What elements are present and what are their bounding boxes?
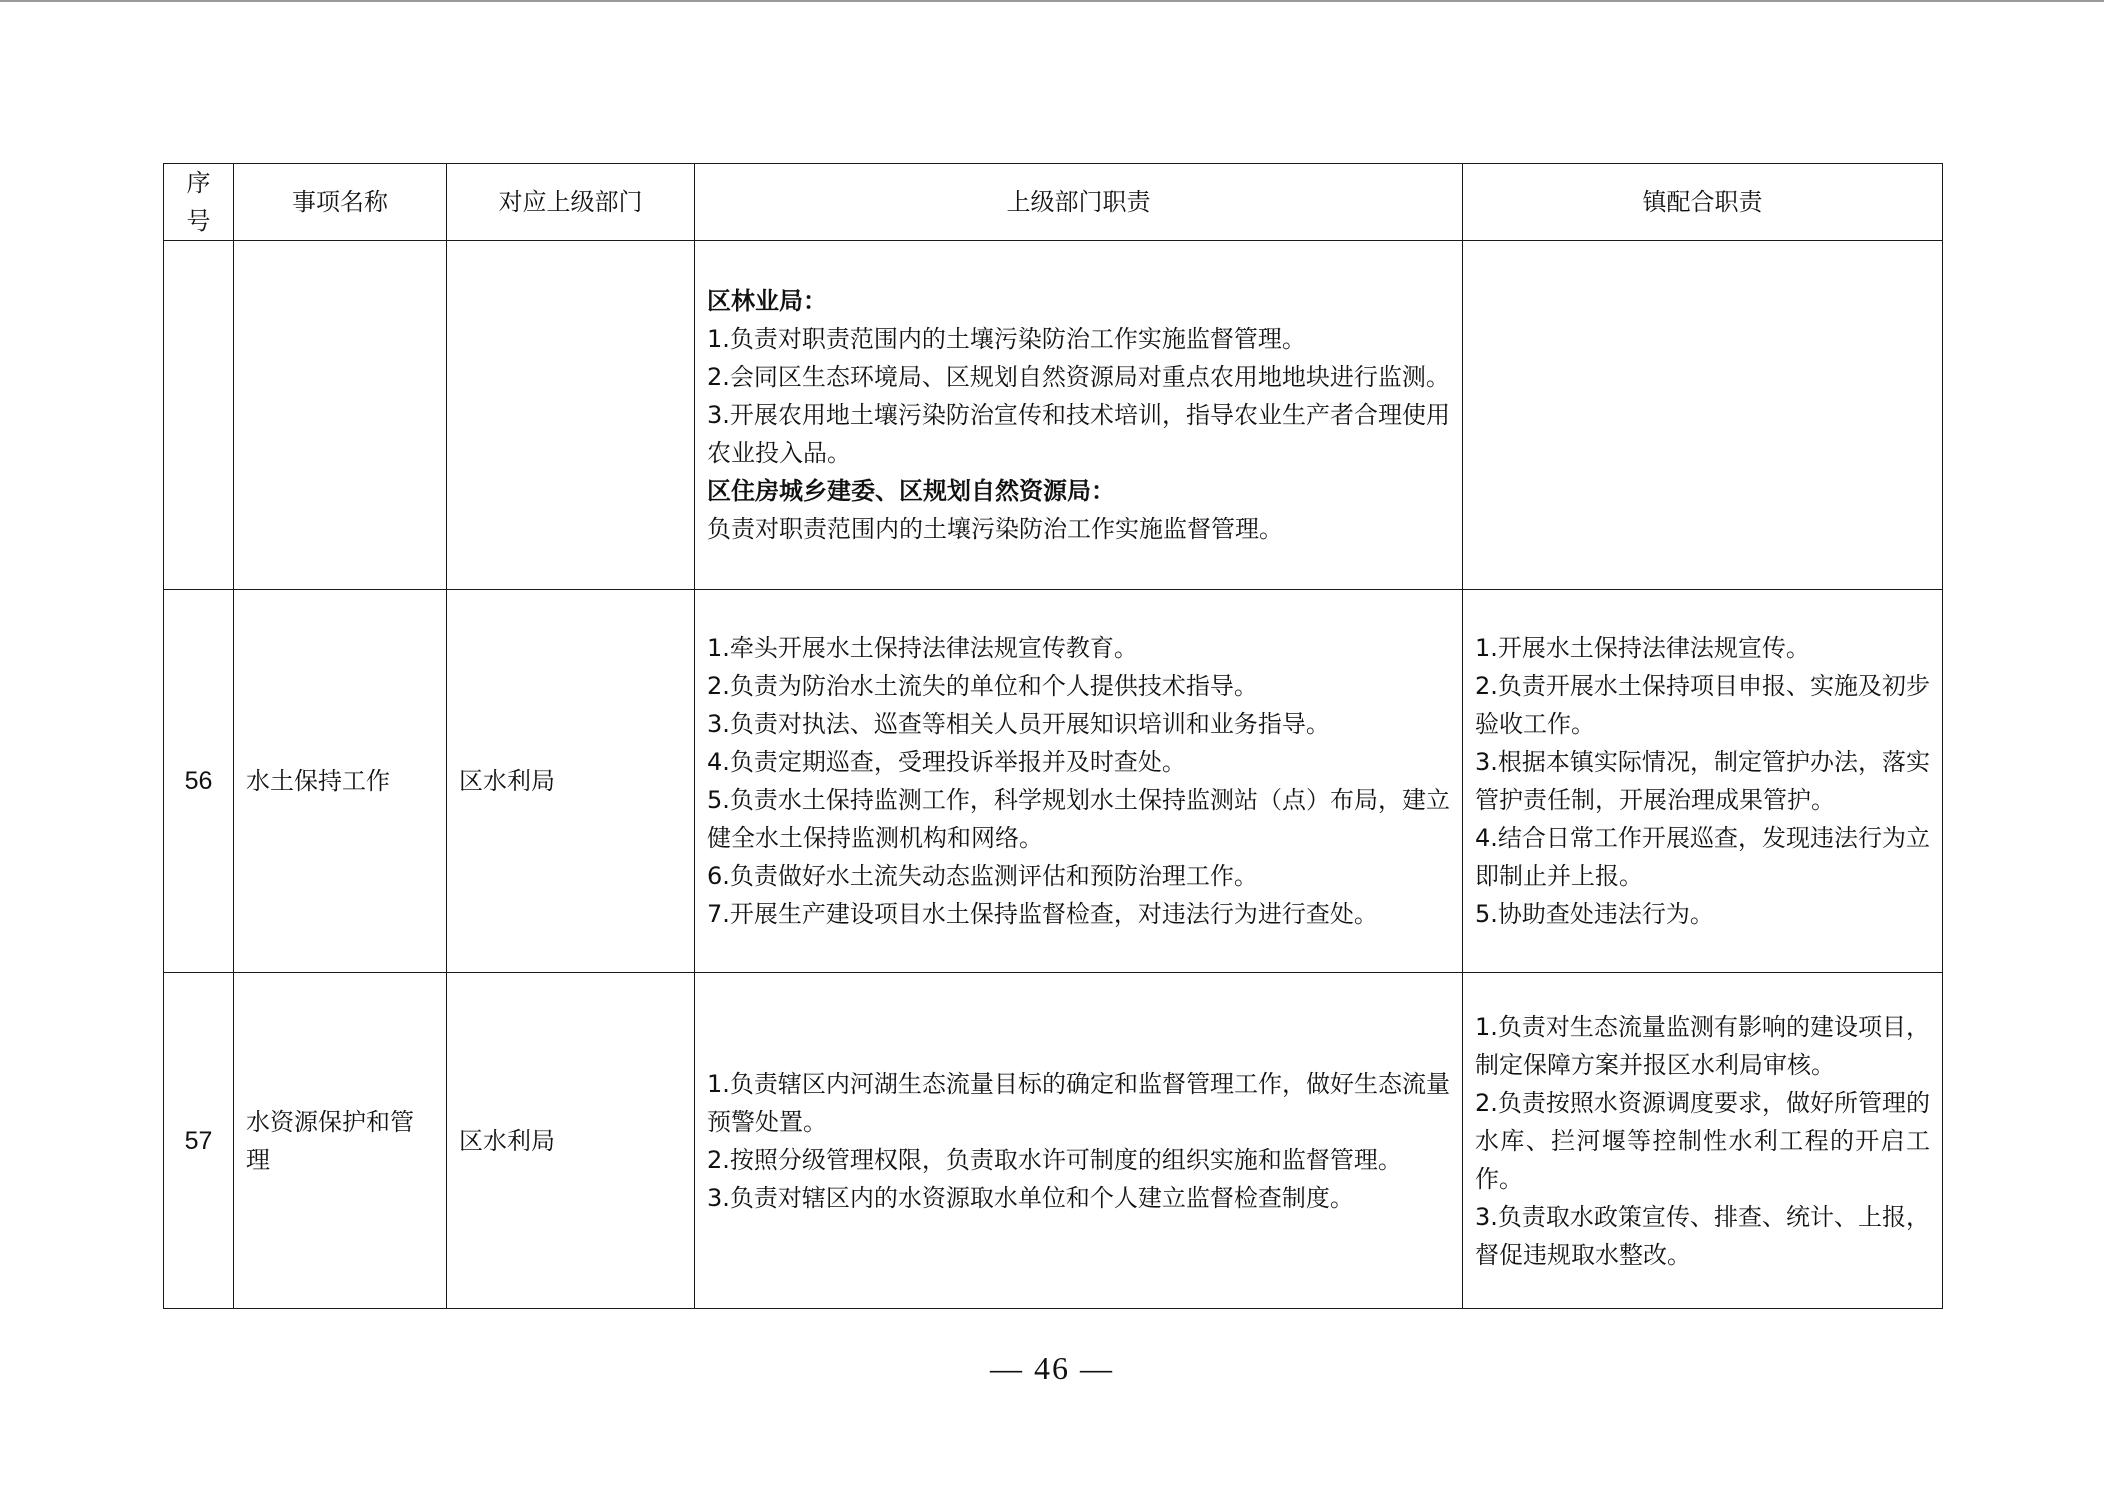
duty-line: 2.会同区生态环境局、区规划自然资源局对重点农用地地块进行监测。 bbox=[707, 363, 1450, 391]
duty-line: 3.负责对执法、巡查等相关人员开展知识培训和业务指导。 bbox=[707, 710, 1330, 738]
cell-town-duty bbox=[1463, 590, 1943, 973]
town-duty-line: 1.负责对生态流量监测有影响的建设项目，制定保障方案并报区水利局审核。 bbox=[1475, 1012, 1930, 1079]
upper-dept-text: 区水利局 bbox=[459, 1126, 555, 1155]
town-duty-line: 2.负责开展水土保持项目申报、实施及初步验收工作。 bbox=[1475, 672, 1930, 738]
table-header-row bbox=[164, 164, 1943, 241]
header-item-name: 事项名称 bbox=[234, 164, 447, 241]
cell-upper-dept bbox=[447, 973, 695, 1309]
header-seq bbox=[164, 164, 234, 241]
duty-line: 7.开展生产建设项目水土保持监督检查，对违法行为进行查处。 bbox=[707, 900, 1378, 928]
duty-table bbox=[163, 163, 1943, 1309]
duty-line: 6.负责做好水土流失动态监测评估和预防治理工作。 bbox=[707, 862, 1258, 890]
cell-dept-empty bbox=[447, 241, 695, 590]
cell-town-duty-empty bbox=[1463, 241, 1943, 590]
duty-line: 2.负责为防治水土流失的单位和个人提供技术指导。 bbox=[707, 672, 1258, 700]
town-duty-line: 3.负责取水政策宣传、排查、统计、上报，督促违规取水整改。 bbox=[1475, 1202, 1930, 1269]
duty-line: 3.负责对辖区内的水资源取水单位和个人建立监督检查制度。 bbox=[707, 1183, 1354, 1212]
duty-line: 2.按照分级管理权限，负责取水许可制度的组织实施和监督管理。 bbox=[707, 1145, 1402, 1174]
row-number: 57 bbox=[184, 1126, 213, 1155]
duty-line: 1.牵头开展水土保持法律法规宣传教育。 bbox=[707, 634, 1138, 662]
duty-line: 1.负责辖区内河湖生态流量目标的确定和监督管理工作，做好生态流量预警处置。 bbox=[707, 1069, 1450, 1136]
cell-seq bbox=[164, 973, 234, 1309]
town-duty-line: 2.负责按照水资源调度要求，做好所管理的水库、拦河堰等控制性水利工程的开启工作。 bbox=[1475, 1088, 1930, 1193]
row-number: 56 bbox=[184, 767, 213, 795]
cell-item-name bbox=[234, 973, 447, 1309]
town-duty-line: 3.根据本镇实际情况，制定管护办法，落实管护责任制，开展治理成果管护。 bbox=[1475, 748, 1930, 814]
cell-upper-duty-continuation bbox=[695, 241, 1463, 590]
header-seq-label: 序号 bbox=[186, 169, 211, 235]
page-number: — 46 — bbox=[990, 1350, 1114, 1386]
section-heading: 区住房城乡建委、区规划自然资源局： bbox=[707, 477, 1115, 505]
cell-item-name bbox=[234, 590, 447, 973]
top-border-line bbox=[0, 0, 2104, 2]
table-row bbox=[164, 973, 1943, 1309]
cell-seq bbox=[164, 590, 234, 973]
town-duty-line: 4.结合日常工作开展巡查，发现违法行为立即制止并上报。 bbox=[1475, 824, 1930, 890]
cell-upper-duty bbox=[695, 973, 1463, 1309]
table-row-continuation bbox=[164, 241, 1943, 590]
town-duty-line: 5.协助查处违法行为。 bbox=[1475, 900, 1714, 928]
cell-seq-empty bbox=[164, 241, 234, 590]
cell-item-empty bbox=[234, 241, 447, 590]
item-name-text: 水资源保护和管理 bbox=[246, 1107, 414, 1174]
cell-upper-dept bbox=[447, 590, 695, 973]
cell-upper-duty bbox=[695, 590, 1463, 973]
duty-line: 5.负责水土保持监测工作，科学规划水土保持监测站（点）布局，建立健全水土保持监测机构和网络。 bbox=[707, 786, 1450, 852]
section-heading: 区林业局： bbox=[707, 287, 827, 315]
cell-town-duty bbox=[1463, 973, 1943, 1309]
item-name-text: 水土保持工作 bbox=[246, 767, 390, 795]
duty-line: 3.开展农用地土壤污染防治宣传和技术培训，指导农业生产者合理使用农业投入品。 bbox=[707, 401, 1450, 467]
header-upper-dept: 对应上级部门 bbox=[447, 164, 695, 241]
upper-dept-text: 区水利局 bbox=[459, 767, 555, 795]
duty-line: 4.负责定期巡查，受理投诉举报并及时查处。 bbox=[707, 748, 1186, 776]
town-duty-line: 1.开展水土保持法律法规宣传。 bbox=[1475, 634, 1810, 662]
duty-line: 1.负责对职责范围内的土壤污染防治工作实施监督管理。 bbox=[707, 325, 1306, 353]
table-row bbox=[164, 590, 1943, 973]
header-upper-duty: 上级部门职责 bbox=[695, 164, 1463, 241]
header-town-duty: 镇配合职责 bbox=[1463, 164, 1943, 241]
duty-line: 负责对职责范围内的土壤污染防治工作实施监督管理。 bbox=[707, 515, 1283, 543]
